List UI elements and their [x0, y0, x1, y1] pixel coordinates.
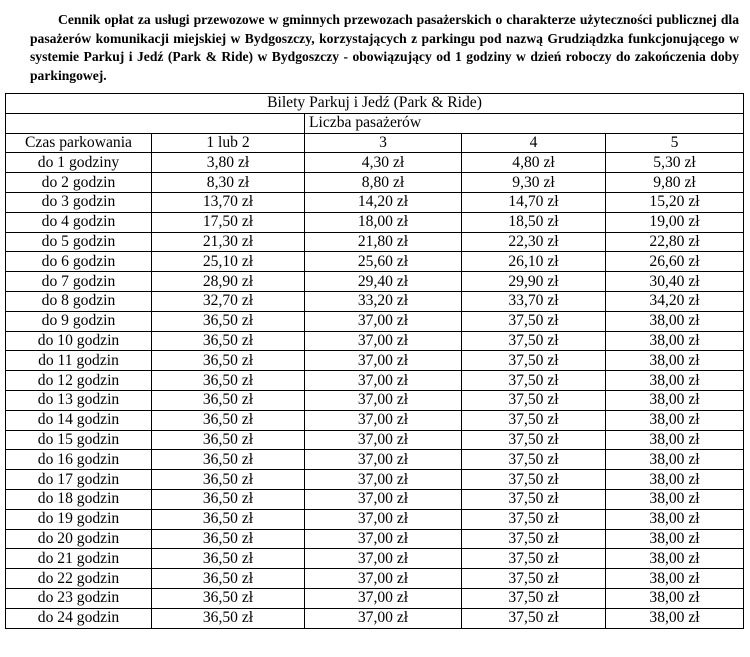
parking-duration-cell: do 5 godzin — [6, 232, 152, 252]
price-cell: 37,50 zł — [462, 509, 606, 529]
table-row — [6, 232, 744, 252]
price-cell: 22,30 zł — [462, 232, 606, 252]
price-cell: 37,50 zł — [462, 390, 606, 410]
price-cell: 26,60 zł — [606, 252, 744, 272]
table-row — [6, 588, 744, 608]
price-cell: 38,00 zł — [606, 410, 744, 430]
price-cell: 38,00 zł — [606, 470, 744, 490]
price-cell: 13,70 zł — [152, 192, 305, 212]
price-cell: 33,70 zł — [462, 291, 606, 311]
parking-duration-cell: do 11 godzin — [6, 351, 152, 371]
parking-duration-cell: do 19 godzin — [6, 509, 152, 529]
price-cell: 36,50 zł — [152, 371, 305, 391]
parking-duration-cell: do 13 godzin — [6, 390, 152, 410]
column-header: 3 — [305, 133, 462, 153]
price-cell: 26,10 zł — [462, 252, 606, 272]
table-row — [6, 252, 744, 272]
column-header: 1 lub 2 — [152, 133, 305, 153]
price-cell: 37,00 zł — [305, 450, 462, 470]
price-cell: 37,50 zł — [462, 410, 606, 430]
table-row — [6, 430, 744, 450]
parking-duration-cell: do 9 godzin — [6, 311, 152, 331]
parking-duration-cell: do 8 godzin — [6, 291, 152, 311]
price-cell: 37,50 zł — [462, 371, 606, 391]
price-cell: 25,60 zł — [305, 252, 462, 272]
table-row — [6, 608, 744, 628]
table-row — [6, 173, 744, 193]
parking-duration-cell: do 22 godzin — [6, 569, 152, 589]
price-cell: 38,00 zł — [606, 351, 744, 371]
price-cell: 8,80 zł — [305, 173, 462, 193]
group-label-row — [6, 113, 744, 133]
parking-duration-cell: do 17 godzin — [6, 470, 152, 490]
parking-duration-cell: do 14 godzin — [6, 410, 152, 430]
price-cell: 38,00 zł — [606, 331, 744, 351]
price-cell: 36,50 zł — [152, 549, 305, 569]
price-cell: 38,00 zł — [606, 608, 744, 628]
price-cell: 22,80 zł — [606, 232, 744, 252]
price-cell: 14,20 zł — [305, 192, 462, 212]
price-cell: 36,50 zł — [152, 470, 305, 490]
price-cell: 36,50 zł — [152, 569, 305, 589]
price-cell: 37,50 zł — [462, 569, 606, 589]
price-cell: 36,50 zł — [152, 509, 305, 529]
table-row — [6, 410, 744, 430]
price-cell: 29,90 zł — [462, 272, 606, 292]
parking-duration-cell: do 4 godzin — [6, 212, 152, 232]
price-cell: 37,00 zł — [305, 470, 462, 490]
column-header: 5 — [606, 133, 744, 153]
price-cell: 36,50 zł — [152, 410, 305, 430]
price-cell: 37,00 zł — [305, 331, 462, 351]
price-cell: 37,00 zł — [305, 588, 462, 608]
price-cell: 3,80 zł — [152, 153, 305, 173]
price-cell: 36,50 zł — [152, 311, 305, 331]
passenger-count-label: Liczba pasażerów — [305, 113, 744, 133]
price-cell: 25,10 zł — [152, 252, 305, 272]
price-cell: 29,40 zł — [305, 272, 462, 292]
price-cell: 37,50 zł — [462, 588, 606, 608]
price-cell: 9,30 zł — [462, 173, 606, 193]
price-cell: 37,50 zł — [462, 351, 606, 371]
price-cell: 36,50 zł — [152, 351, 305, 371]
table-row — [6, 470, 744, 490]
parking-duration-cell: do 6 godzin — [6, 252, 152, 272]
price-cell: 38,00 zł — [606, 509, 744, 529]
price-cell: 21,80 zł — [305, 232, 462, 252]
parking-duration-cell: do 7 godzin — [6, 272, 152, 292]
price-cell: 37,50 zł — [462, 450, 606, 470]
column-header: 4 — [462, 133, 606, 153]
heading-text: Cennik opłat za usługi przewozowe w gminnych przewozach pasażerskich o charakterze użyteczności publicznej dla pasażerów komunikacji miejskiej w Bydgoszczy, korzystających z parkingu pod nazwą Grudziądzka funkcjonującego w systemie Parkuj i Jedź (Park & Ride) w Bydgoszczy - obowiązujący od 1 godziny w dzień roboczy do zakończenia doby parkingowej. — [30, 12, 739, 83]
price-cell: 38,00 zł — [606, 549, 744, 569]
price-cell: 37,50 zł — [462, 529, 606, 549]
price-cell: 36,50 zł — [152, 390, 305, 410]
price-cell: 4,80 zł — [462, 153, 606, 173]
price-cell: 15,20 zł — [606, 192, 744, 212]
table-row — [6, 291, 744, 311]
price-cell: 37,50 zł — [462, 470, 606, 490]
price-cell: 8,30 zł — [152, 173, 305, 193]
parking-duration-cell: do 12 godzin — [6, 371, 152, 391]
price-cell: 30,40 zł — [606, 272, 744, 292]
parking-duration-cell: do 18 godzin — [6, 489, 152, 509]
price-cell: 32,70 zł — [152, 291, 305, 311]
price-cell: 38,00 zł — [606, 489, 744, 509]
parking-duration-cell: do 23 godzin — [6, 588, 152, 608]
price-cell: 36,50 zł — [152, 331, 305, 351]
table-title: Bilety Parkuj i Jedź (Park & Ride) — [6, 94, 744, 114]
table-row — [6, 529, 744, 549]
price-cell: 38,00 zł — [606, 371, 744, 391]
price-cell: 17,50 zł — [152, 212, 305, 232]
group-label-spacer — [6, 113, 305, 133]
price-cell: 5,30 zł — [606, 153, 744, 173]
price-table — [5, 93, 744, 629]
price-cell: 38,00 zł — [606, 450, 744, 470]
price-cell: 37,00 zł — [305, 509, 462, 529]
price-cell: 36,50 zł — [152, 588, 305, 608]
price-cell: 4,30 zł — [305, 153, 462, 173]
price-cell: 37,00 zł — [305, 351, 462, 371]
price-cell: 19,00 zł — [606, 212, 744, 232]
price-cell: 37,00 zł — [305, 569, 462, 589]
price-cell: 18,50 zł — [462, 212, 606, 232]
parking-duration-cell: do 20 godzin — [6, 529, 152, 549]
price-cell: 37,00 zł — [305, 430, 462, 450]
price-cell: 38,00 zł — [606, 569, 744, 589]
price-cell: 37,00 zł — [305, 549, 462, 569]
price-cell: 37,00 zł — [305, 311, 462, 331]
price-cell: 37,00 zł — [305, 608, 462, 628]
price-cell: 37,50 zł — [462, 549, 606, 569]
parking-duration-cell: do 3 godzin — [6, 192, 152, 212]
price-cell: 37,50 zł — [462, 608, 606, 628]
price-cell: 37,00 zł — [305, 489, 462, 509]
parking-duration-cell: do 21 godzin — [6, 549, 152, 569]
table-row — [6, 569, 744, 589]
table-row — [6, 272, 744, 292]
price-cell: 9,80 zł — [606, 173, 744, 193]
price-cell: 38,00 zł — [606, 588, 744, 608]
price-cell: 37,50 zł — [462, 430, 606, 450]
price-cell: 36,50 zł — [152, 450, 305, 470]
price-cell: 37,50 zł — [462, 331, 606, 351]
parking-duration-cell: do 24 godzin — [6, 608, 152, 628]
table-row — [6, 549, 744, 569]
table-row — [6, 212, 744, 232]
price-cell: 28,90 zł — [152, 272, 305, 292]
price-cell: 36,50 zł — [152, 430, 305, 450]
price-cell: 38,00 zł — [606, 311, 744, 331]
table-row — [6, 192, 744, 212]
price-cell: 37,00 zł — [305, 410, 462, 430]
price-cell: 37,50 zł — [462, 489, 606, 509]
table-row — [6, 390, 744, 410]
price-cell: 18,00 zł — [305, 212, 462, 232]
parking-duration-cell: do 1 godziny — [6, 153, 152, 173]
price-cell: 36,50 zł — [152, 489, 305, 509]
price-cell: 37,00 zł — [305, 390, 462, 410]
table-row — [6, 509, 744, 529]
price-cell: 37,50 zł — [462, 311, 606, 331]
column-header: Czas parkowania — [6, 133, 152, 153]
price-cell: 37,00 zł — [305, 371, 462, 391]
price-cell: 37,00 zł — [305, 529, 462, 549]
table-row — [6, 489, 744, 509]
parking-duration-cell: do 2 godzin — [6, 173, 152, 193]
price-cell: 38,00 zł — [606, 529, 744, 549]
column-header-row — [6, 133, 744, 153]
parking-duration-cell: do 15 godzin — [6, 430, 152, 450]
price-cell: 38,00 zł — [606, 430, 744, 450]
table-row — [6, 331, 744, 351]
price-cell: 34,20 zł — [606, 291, 744, 311]
table-row — [6, 450, 744, 470]
table-title-row — [6, 94, 744, 114]
price-cell: 33,20 zł — [305, 291, 462, 311]
price-cell: 14,70 zł — [462, 192, 606, 212]
price-cell: 21,30 zł — [152, 232, 305, 252]
parking-duration-cell: do 16 godzin — [6, 450, 152, 470]
table-row — [6, 311, 744, 331]
price-cell: 38,00 zł — [606, 390, 744, 410]
table-row — [6, 351, 744, 371]
parking-duration-cell: do 10 godzin — [6, 331, 152, 351]
price-cell: 36,50 zł — [152, 529, 305, 549]
table-row — [6, 153, 744, 173]
table-row — [6, 371, 744, 391]
price-cell: 36,50 zł — [152, 608, 305, 628]
price-list-heading — [30, 11, 739, 85]
